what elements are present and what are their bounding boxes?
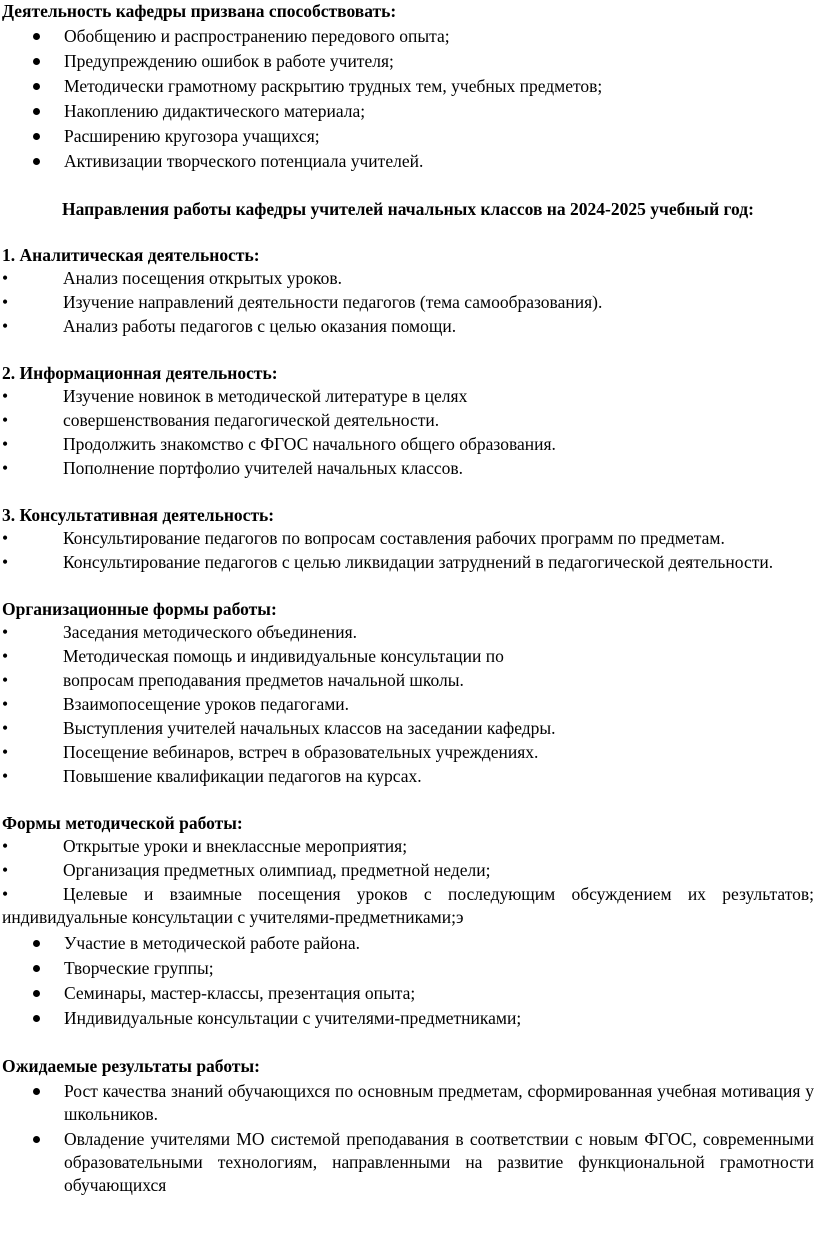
bullet-icon: • — [2, 410, 9, 430]
bullet-icon: • — [2, 718, 9, 738]
list-item: Расширению кругозора учащихся; — [2, 125, 814, 148]
list-item: • Открытые уроки и внеклассные мероприятия; — [2, 836, 408, 856]
spacer — [2, 575, 814, 598]
list-item: Овладение учителями МО системой преподавания в соответствии с новым ФГОС, современными образовательными технологиям, направленными на развитие функциональной грамотности обучающихся — [2, 1128, 814, 1197]
list-item: • Взаимопосещение уроков педагогами. — [2, 694, 350, 714]
analytic-title: 1. Аналитическая деятельность: — [2, 245, 260, 265]
list-item: • Заседания методического объединения. — [2, 622, 358, 642]
bullet-icon: • — [2, 434, 9, 454]
list-item: • Анализ работы педагогов с целью оказания помощи. — [2, 316, 457, 336]
list-item: Индивидуальные консультации с учителями-предметниками; — [2, 1007, 814, 1030]
spacer — [2, 175, 814, 198]
list-item: • Продолжить знакомство с ФГОС начального общего образования. — [2, 434, 556, 454]
list-item: Рост качества знаний обучающихся по основным предметам, сформированная учебная мотивация у школьников. — [2, 1080, 814, 1126]
intro-title: Деятельность кафедры призвана способствовать: — [2, 1, 397, 21]
list-item: • Консультирование педагогов с целью ликвидации затруднений в педагогической деятельности. — [2, 552, 774, 572]
spacer — [2, 1032, 814, 1055]
consult-title: 3. Консультативная деятельность: — [2, 505, 275, 525]
list-item: • совершенствования педагогической деятельности. — [2, 410, 440, 430]
bullet-icon: • — [2, 622, 9, 642]
bullet-icon: • — [2, 646, 9, 666]
list-item: • Выступления учителей начальных классов на заседании кафедры. — [2, 718, 556, 738]
list-item: • Повышение квалификации педагогов на курсах. — [2, 766, 422, 786]
list-item: • Изучение направлений деятельности педагогов (тема самообразования). — [2, 292, 603, 312]
list-item: Активизации творческого потенциала учителей. — [2, 150, 814, 173]
list-item: Творческие группы; — [2, 957, 814, 980]
list-item: Накоплению дидактического материала; — [2, 100, 814, 123]
spacer — [2, 789, 814, 812]
list-item: • Анализ посещения открытых уроков. — [2, 268, 342, 288]
results-list — [2, 1080, 814, 1197]
intro-list — [2, 25, 814, 173]
bullet-icon: • — [2, 860, 9, 880]
list-item: Участие в методической работе района. — [2, 932, 814, 955]
list-item: • Изучение новинок в методической литературе в целях — [2, 386, 468, 406]
list-item: Предупреждению ошибок в работе учителя; — [2, 50, 814, 73]
method-round-list — [2, 932, 814, 1030]
results-title: Ожидаемые результаты работы: — [2, 1056, 260, 1076]
bullet-icon: • — [2, 316, 9, 336]
org-forms-title: Организационные формы работы: — [2, 599, 277, 619]
list-item: Методически грамотному раскрытию трудных тем, учебных предметов; — [2, 75, 814, 98]
list-item: Семинары, мастер-классы, презентация опыта; — [2, 982, 814, 1005]
bullet-icon: • — [2, 386, 9, 406]
bullet-icon: • — [2, 268, 9, 288]
bullet-icon: • — [2, 766, 9, 786]
list-item: • Пополнение портфолио учителей начальных классов. — [2, 458, 463, 478]
list-item: • Организация предметных олимпиад, предметной недели; — [2, 860, 491, 880]
list-item: • Посещение вебинаров, встреч в образовательных учреждениях. — [2, 742, 539, 762]
bullet-icon: • — [2, 884, 9, 904]
bullet-icon: • — [2, 552, 9, 572]
spacer — [2, 481, 814, 504]
list-item: • Целевые и взаимные посещения уроков с последующим обсуждением их результатов; индивидуальные консультации с учителями-предметниками;э — [2, 884, 814, 927]
spacer — [2, 221, 814, 244]
bullet-icon: • — [2, 694, 9, 714]
bullet-icon: • — [2, 292, 9, 312]
list-item: Обобщению и распространению передового опыта; — [2, 25, 814, 48]
bullet-icon: • — [2, 742, 9, 762]
spacer — [2, 339, 814, 362]
bullet-icon: • — [2, 528, 9, 548]
list-item: • вопросам преподавания предметов начальной школы. — [2, 670, 464, 690]
list-item: • Методическая помощь и индивидуальные консультации по — [2, 646, 504, 666]
list-item: • Консультирование педагогов по вопросам составления рабочих программ по предметам. — [2, 528, 725, 548]
bullet-icon: • — [2, 670, 9, 690]
method-forms-title: Формы методической работы: — [2, 813, 243, 833]
bullet-icon: • — [2, 458, 9, 478]
bullet-icon: • — [2, 836, 9, 856]
info-title: 2. Информационная деятельность: — [2, 363, 278, 383]
directions-title: Направления работы кафедры учителей начальных классов на 2024-2025 учебный год: — [62, 199, 754, 219]
